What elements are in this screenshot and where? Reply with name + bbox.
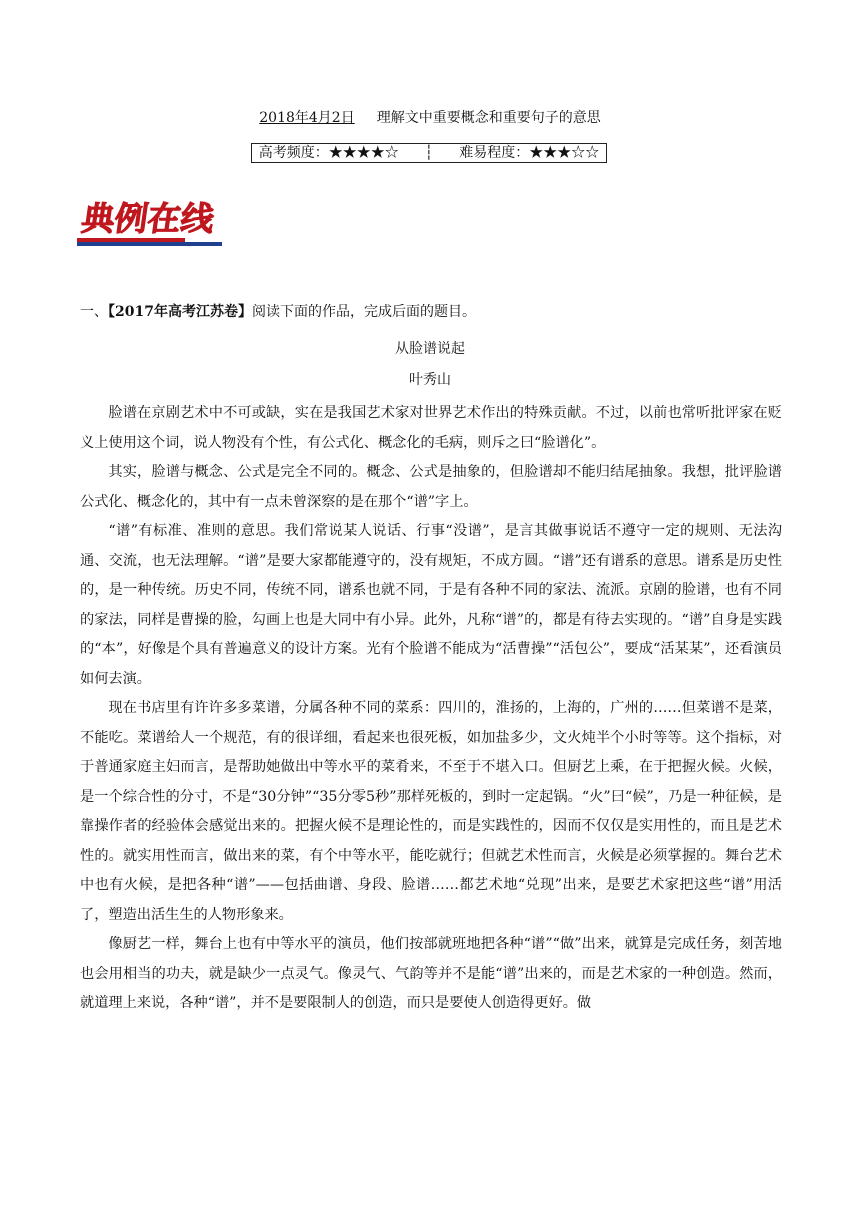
difficulty-level: 难易程度：★★★☆☆ xyxy=(459,145,600,161)
question-instruction: 阅读下面的作品，完成后面的题目。 xyxy=(251,304,476,320)
paragraph: 其实，脸谱与概念、公式是完全不同的。概念、公式是抽象的，但脸谱却不能归结尾抽象。我想，批评脸谱公式化、概念化的，其中有一点未曾深察的是在那个“谱”字上。 xyxy=(80,464,782,510)
paragraph: “谱”有标准、准则的意思。我们常说某人说话、行事“没谱”，是言其做事说话不遵守一定的规则、无法沟通、交流，也无法理解。“谱”是要大家都能遵守的，没有规矩，不成方圆。“谱”还有谱系的意思。谱系是历史性的，是一种传统。历史不同，传统不同，谱系也就不同，于是有各种不同的家法、流派。京剧的脸谱，也有不同的家法，同样是曹操的脸，勾画上也是大同中有小异。此外，凡称“谱”的，都是有待去实现的。“谱”自身是实践的“本”，好像是个具有普遍意义的设计方案。光有个脸谱不能成为“活曹操”“活包公”，要成“活某某”，还看演员如何去演。 xyxy=(80,523,782,687)
rating-separator: ┆ xyxy=(424,145,434,161)
question-line xyxy=(80,302,476,322)
section-logo xyxy=(77,196,222,248)
exam-frequency: 高考频度：★★★★☆ xyxy=(258,145,399,161)
article-author: 叶秀山 xyxy=(409,372,451,388)
header-topic: 理解文中重要概念和重要句子的意思 xyxy=(376,110,601,126)
question-source: 【2017年高考江苏卷】 xyxy=(108,304,252,320)
paragraph: 脸谱在京剧艺术中不可或缺，实在是我国艺术家对世界艺术作出的特殊贡献。不过，以前也常听批评家在贬义上使用这个词，说人物没有个性，有公式化、概念化的毛病，则斥之曰“脸谱化”。 xyxy=(80,405,782,451)
rating-box xyxy=(251,143,607,163)
header-date: 2018年4月2日 xyxy=(259,110,355,126)
section-logo-text: 典例在线 xyxy=(79,199,217,238)
logo-underline-blue xyxy=(77,242,222,246)
logo-underline-red xyxy=(77,238,185,242)
article-body xyxy=(80,399,782,1019)
article-title: 从脸谱说起 xyxy=(395,341,465,357)
paragraph: 现在书店里有许许多多菜谱，分属各种不同的菜系：四川的，淮扬的，上海的，广州的……但菜谱不是菜，不能吃。菜谱给人一个规范，有的很详细，看起来也很死板，如加盐多少，文火炖半个小时等等。这个指标，对于普通家庭主妇而言，是帮助她做出中等水平的菜肴来，不至于不堪入口。但厨艺上乘，在于把握火候。火候，是一个综合性的分寸，不是“30分钟”“35分零5秒”那样死板的，到时一定起锅。“火”曰“候”，乃是一种征候，是靠操作者的经验体会感觉出来的。把握火候不是理论性的，而是实践性的，因而不仅仅是实用性的，而且是艺术性的。就实用性而言，做出来的菜，有个中等水平，能吃就行；但就艺术性而言，火候是必须掌握的。舞台艺术中也有火候，是把各种“谱”——包括曲谱、身段、脸谱……都艺术地“兑现”出来，是要艺术家把这些“谱”用活了，塑造出活生生的人物形象来。 xyxy=(80,700,782,923)
paragraph: 像厨艺一样，舞台上也有中等水平的演员，他们按部就班地把各种“谱”“做”出来，就算是完成任务，刻苦地也会用相当的功夫，就是缺少一点灵气。像灵气、气韵等并不是能“谱”出来的，而是艺术家的一种创造。然而，就道理上来说，各种“谱”，并不是要限制人的创造，而只是要使人创造得更好。做 xyxy=(80,936,782,1011)
header-line xyxy=(0,108,860,128)
question-number: 一、 xyxy=(80,304,108,320)
